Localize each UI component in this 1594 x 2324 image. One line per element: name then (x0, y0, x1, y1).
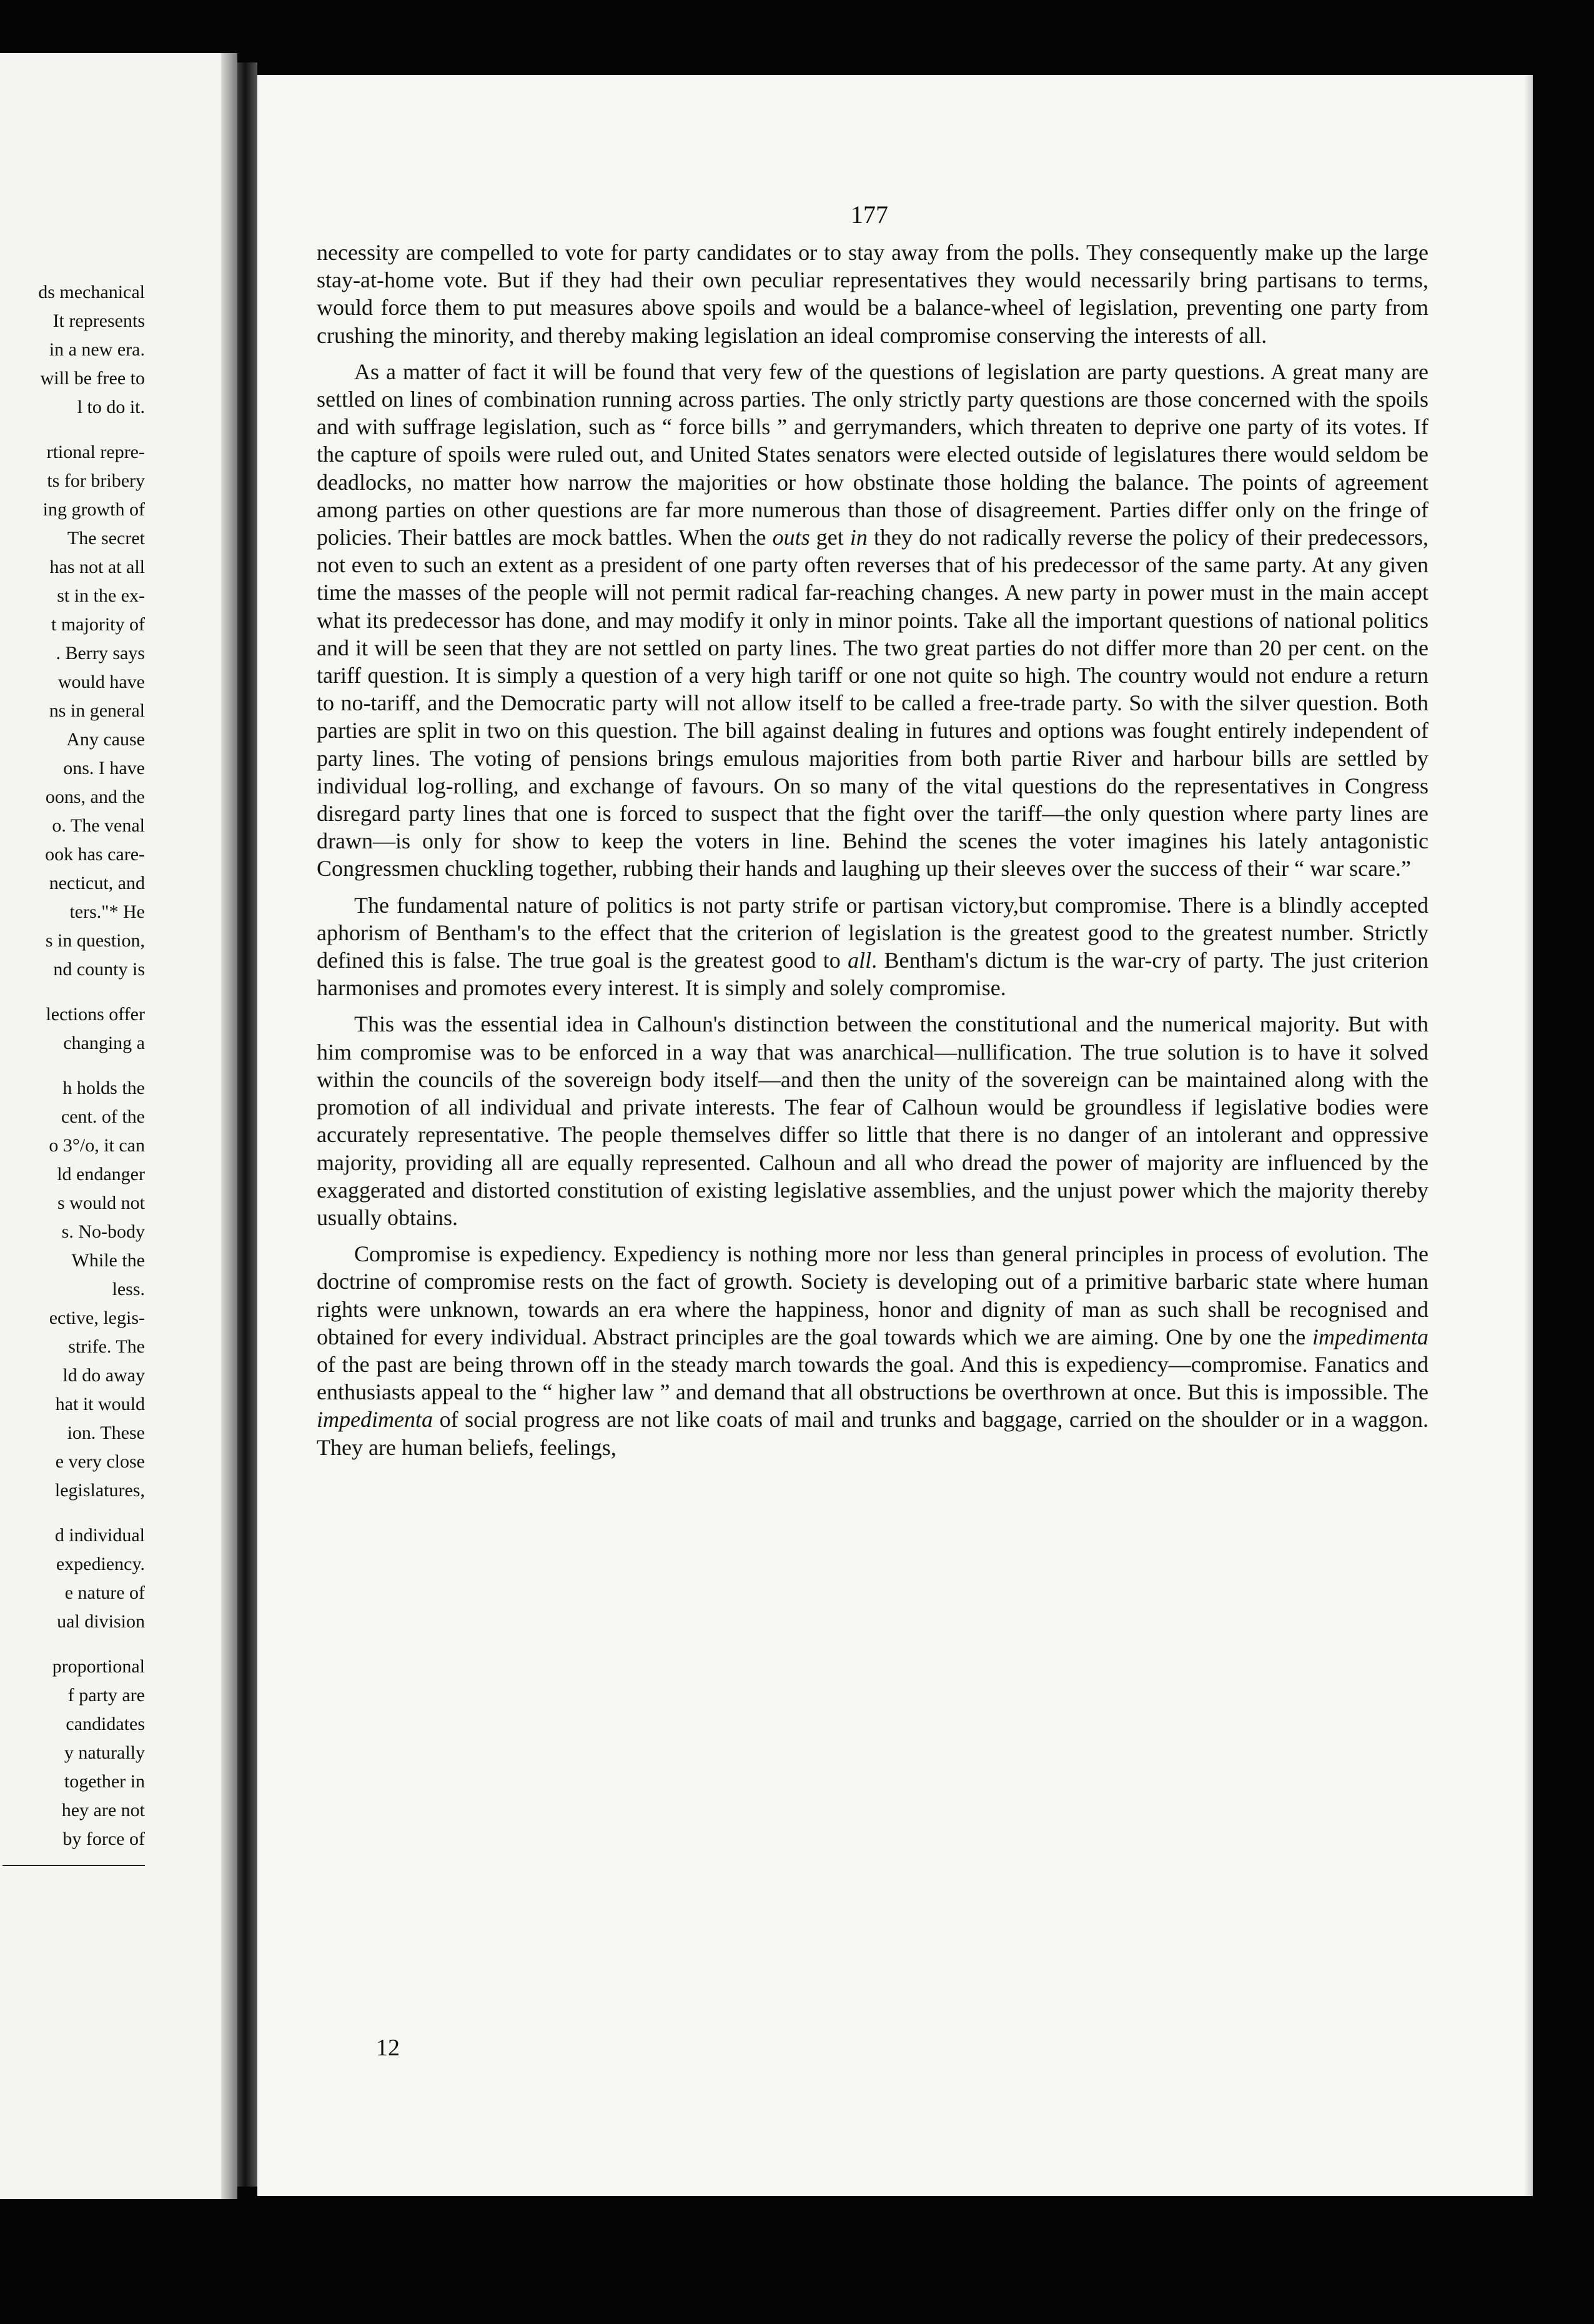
paragraph-5: Compromise is expediency. Expediency is nothing more nor less than general principles in process of evolution. The doctrine of compromise rests on the fact of growth. Society is developing out of a primitive barbaric state where human rights were unknown, towards an era where the happiness, honor and dignity of man as such shall be recognised and obtained for every individual. Abstract principles are the goal towards which we are aiming. One by one the impedimenta of the past are being thrown off in the steady march towards the goal. And this is expediency—compromise. Fanatics and enthusiasts appeal to the “ higher law ” and demand that all obstructions be overthrown at once. But this is impossible. The impedimenta of social progress are not like coats of mail and trunks and baggage, carried on the shoulder or in a waggon. They are human beliefs, feelings, (317, 1241, 1428, 1460)
left-page-line: d individual (54, 1525, 145, 1546)
left-page-line: e nature of (64, 1582, 145, 1603)
left-page-line: s in question, (45, 930, 145, 951)
left-facing-page (0, 53, 237, 2199)
left-page-line: less. (112, 1279, 145, 1299)
left-page-line: oons, and the (45, 787, 145, 807)
left-page-line: nd county is (53, 959, 145, 980)
right-page (257, 75, 1533, 2196)
left-page-line: ual division (57, 1611, 145, 1632)
left-page-line: candidates (66, 1714, 145, 1734)
left-page-line: rtional repre- (46, 442, 145, 462)
left-page-line: legislatures, (54, 1480, 145, 1501)
left-page-line: ion. These (67, 1423, 145, 1443)
left-page-line: strife. The (68, 1336, 145, 1357)
italic-word: outs (772, 525, 810, 550)
left-page-line: ons. I have (63, 758, 145, 778)
left-page-line: . Berry says (56, 643, 145, 663)
left-page-line: together in (64, 1771, 145, 1792)
left-page-line: ds mechanical (38, 282, 145, 302)
left-page-line: o. The venal (52, 815, 145, 836)
italic-word: all (848, 948, 872, 973)
left-page-fold-shadow (221, 53, 237, 2199)
page-body-text (317, 239, 1428, 1461)
signature-mark: 12 (376, 2035, 400, 2061)
left-page-line: changing a (63, 1033, 145, 1053)
page-number: 177 (851, 201, 888, 229)
left-page-line: ns in general (49, 700, 145, 721)
paragraph-3: The fundamental nature of politics is not party strife or partisan victory,but compromise. There is a blindly accepted aphorism of Bentham's to the effect that the criterion of legislation is the greatest good to the greatest number. Strictly defined this is false. The true goal is the greatest good to all. Bentham's dictum is the war-cry of party. The just criterion harmonises and promotes every interest. It is simply and solely compromise. (317, 892, 1428, 1001)
left-page-line-gap (0, 422, 145, 438)
paragraph-4: This was the essential idea in Calhoun's distinction between the constitutional and the numerical majority. But with him compromise was to be enforced in a way that was anarchical—nullification. The true solution is to have it solved within the councils of the sovereign body itself—and then the unity of the sovereign can be maintained along with the promotion of all individual and private interests. The fear of Calhoun would be groundless if legislative bodies were accurately representative. The people themselves differ so little that there is no danger of an intolerant and oppressive majority, providing all are equally represented. Calhoun and all who dread the power of majority are influenced by the exaggerated and distorted constitution of existing legislative assemblies, and the unjust power which the majority thereby usually obtains. (317, 1011, 1428, 1230)
left-page-line: Any cause (66, 729, 145, 750)
left-page-line: s. No-body (61, 1221, 145, 1242)
left-page-line: ters."* He (69, 901, 145, 922)
left-page-line: o 3°/o, it can (49, 1135, 145, 1156)
left-page-line-gap (0, 1505, 145, 1521)
left-page-line: It represents (52, 310, 145, 331)
left-page-line: y naturally (64, 1742, 145, 1763)
italic-word: impedimenta (317, 1407, 433, 1433)
left-page-line: s would not (57, 1193, 145, 1213)
left-page-line: t majority of (51, 614, 145, 635)
book-gutter (237, 62, 257, 2187)
left-page-line: would have (57, 672, 145, 692)
left-page-line: ing growth of (42, 499, 145, 520)
left-page-line: l to do it. (77, 397, 145, 417)
left-page-line-gap (0, 1058, 145, 1074)
paragraph-2: As a matter of fact it will be found that very few of the questions of legislation are party questions. A great many are settled on lines of combination running across parties. The only strictly party questions are those concerned with the spoils and with suffrage legislation, such as “ force bills ” and gerrymanders, which threaten to deprive one party of its votes. If the capture of spoils were ruled out, and United States senators were elected outside of legislatures there would seldom be deadlocks, no matter how narrow the majorities or how obstinate those holding the balance. The points of agreement among parties on other questions are far more numerous than those of disagreement. Parties differ only on the fringe of policies. Their battles are mock battles. When the outs get in they do not radically reverse the policy of their predecessors, not even to such an extent as a president of one party often reverses that of his predecessor of the same party. At any given time the masses of the people will not permit radical far-reaching changes. A new party in power must in the main accept what its predecessor has done, and may modify it only in minor points. Take all the important questions of national politics and it will be seen that they are not settled on party lines. The two great parties do not differ more than 20 per cent. on the tariff question. It is simply a question of a very high tariff or one not quite so high. The country would not endure a return to no-tariff, and the Democratic party will not allow itself to be called a free-trade party. So with the silver question. Both parties are split in two on this question. The bill against dealing in futures and options was fought entirely independent of party lines. The voting of pensions brings emulous majorities from both partie River and harbour bills are settled by individual log-rolling, and exchange of favours. On so many of the vital questions do the representatives in Congress disregard party lines that one is forced to suspect that the fight over the tariff—the only question where party lines are drawn—is only for show to keep the voters in line. Behind the scenes the voter imagines his lately antagonistic Congressmen chuckling together, rubbing their hands and laughing up their sleeves over the success of their “ war scare.” (317, 359, 1428, 881)
left-page-line: ective, legis- (49, 1308, 145, 1328)
left-page-line: ld endanger (57, 1164, 145, 1184)
left-page-line: ld do away (62, 1365, 145, 1386)
left-page-line: ts for bribery (47, 470, 145, 491)
italic-word: impedimenta (1312, 1324, 1428, 1349)
left-page-line: in a new era. (49, 339, 145, 360)
left-page-line: expediency. (56, 1554, 145, 1574)
left-page-line: hat it would (55, 1394, 145, 1414)
left-page-line: by force of (62, 1829, 145, 1849)
left-page-line: The secret (67, 528, 145, 549)
left-page-line: necticut, and (49, 873, 145, 893)
footnote-rule (2, 1865, 145, 1866)
left-page-line-gap (0, 984, 145, 1000)
left-page-line: cent. of the (61, 1106, 145, 1127)
left-page-line-gap (0, 1636, 145, 1652)
left-page-line: f party are (67, 1685, 145, 1706)
left-page-line: has not at all (49, 557, 145, 577)
left-page-line: h holds the (62, 1078, 145, 1098)
italic-word: in (849, 525, 868, 550)
left-page-line: hey are not (61, 1800, 145, 1820)
right-page-edge-shadow (1524, 75, 1533, 2196)
left-page-line: will be free to (40, 368, 145, 389)
left-page-line: lections offer (46, 1004, 145, 1025)
left-page-line: ook has care- (45, 844, 145, 865)
left-page-line: e very close (55, 1451, 145, 1472)
paragraph-1: necessity are compelled to vote for party candidates or to stay away from the polls. They consequently make up the large stay-at-home vote. But if they had their own peculiar representatives they would necessarily bring partisans to terms, would force them to put measures above spoils and would be a balance-wheel of legislation, preventing one party from crushing the minority, and thereby making legislation an ideal compromise conserving the interests of all. (317, 240, 1428, 348)
left-page-text-column (0, 278, 145, 1866)
left-page-line: st in the ex- (57, 585, 145, 606)
left-page-line: While the (71, 1250, 145, 1271)
left-page-line: proportional (52, 1656, 145, 1677)
